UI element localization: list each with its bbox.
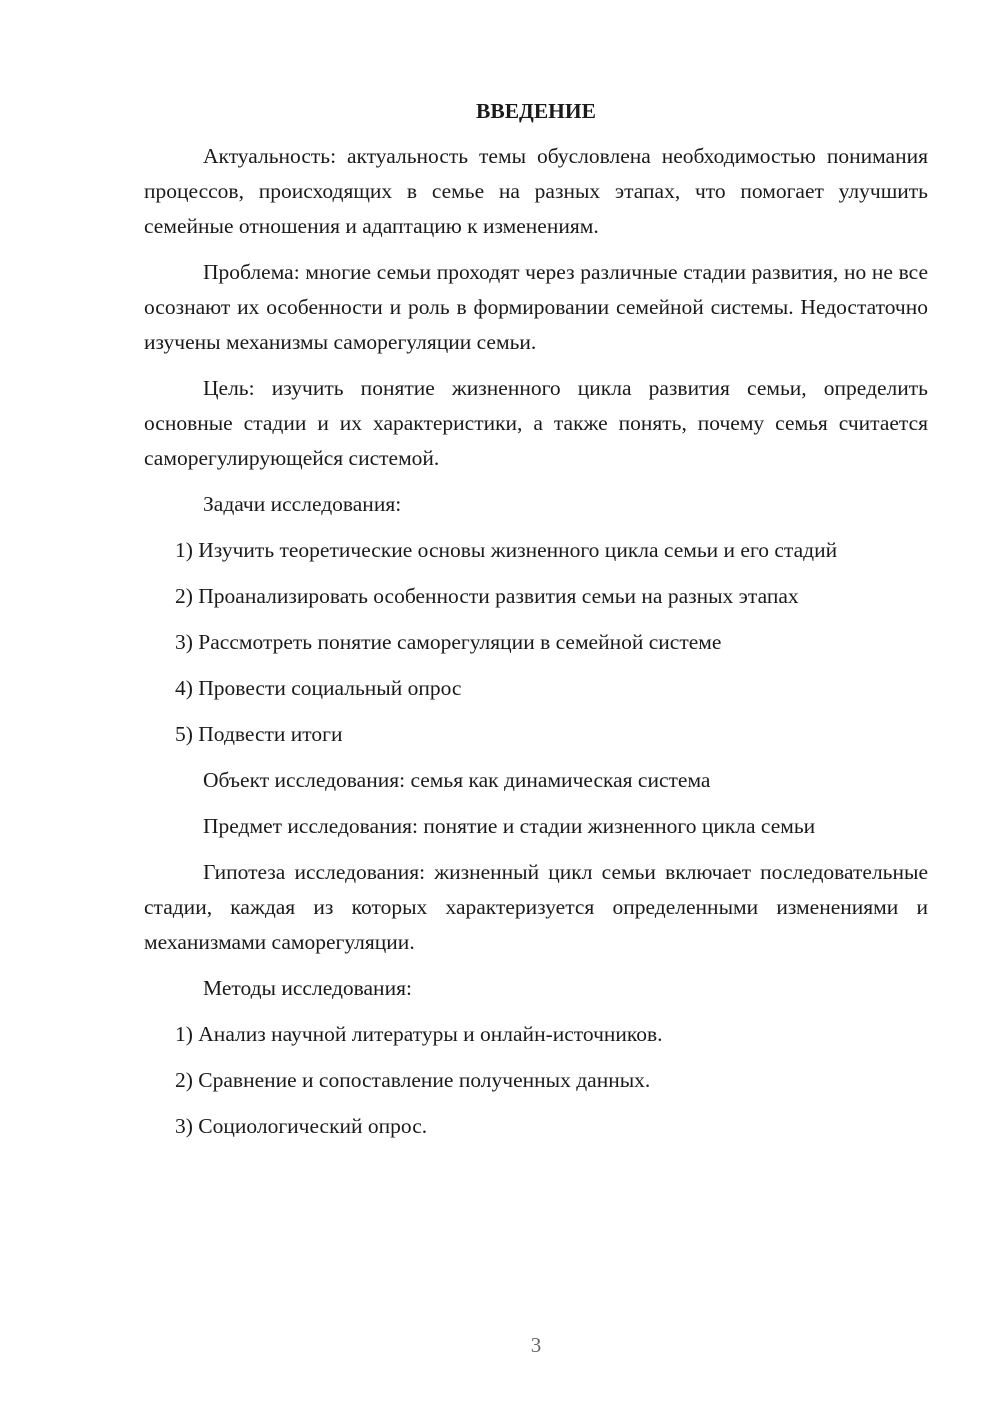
goal-paragraph: Цель: изучить понятие жизненного цикла развития семьи, определить основные стадии и их характеристики, а также понять, почему семья считается саморегулирующейся системой. — [144, 376, 928, 470]
methods-heading: Методы исследования: — [203, 976, 412, 1000]
list-item: 3) Социологический опрос. — [175, 1114, 428, 1138]
list-item: 3) Рассмотреть понятие саморегуляции в семейной системе — [175, 630, 722, 654]
list-item: 4) Провести социальный опрос — [175, 676, 462, 700]
list-item: 5) Подвести итоги — [175, 722, 343, 746]
problem-paragraph: Проблема: многие семьи проходят через различные стадии развития, но не все осознают их особенности и роль в формировании семейной системы. Недостаточно изучены механизмы саморегуляции семьи. — [144, 260, 928, 354]
research-object: Объект исследования: семья как динамическая система — [203, 768, 711, 792]
list-item: 1) Анализ научной литературы и онлайн-источников. — [175, 1022, 663, 1046]
research-subject: Предмет исследования: понятие и стадии жизненного цикла семьи — [203, 814, 816, 838]
tasks-list — [144, 533, 928, 752]
tasks-heading: Задачи исследования: — [203, 492, 402, 516]
relevance-paragraph: Актуальность: актуальность темы обусловлена необходимостью понимания процессов, происходящих в семье на разных этапах, что помогает улучшить семейные отношения и адаптацию к изменениям. — [144, 144, 928, 238]
page-number: 3 — [530, 1333, 542, 1357]
list-item: 2) Проанализировать особенности развития семьи на разных этапах — [175, 584, 799, 608]
document-page — [144, 96, 928, 1155]
section-title: ВВЕДЕНИЕ — [476, 99, 596, 123]
methods-list — [144, 1017, 928, 1144]
list-item: 1) Изучить теоретические основы жизненного цикла семьи и его стадий — [175, 538, 838, 562]
list-item: 2) Сравнение и сопоставление полученных данных. — [175, 1068, 651, 1092]
hypothesis-paragraph: Гипотеза исследования: жизненный цикл семьи включает последовательные стадии, каждая из которых характеризуется определенными изменениями и механизмами саморегуляции. — [144, 860, 928, 954]
